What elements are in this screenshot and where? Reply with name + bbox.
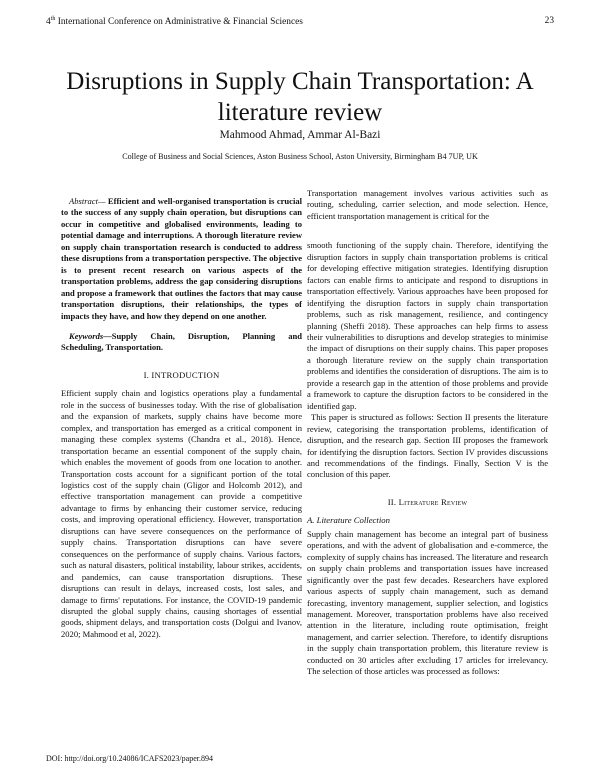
abstract-text: Efficient and well-organised transportation is crucial to the success of any supply chain operation, but disruptions can occur in competitive and globalised environments, leading to potential damage and interruptions. A thorough literature review on supply chain transportation research is conducted to address these disruptions from a transportation perspective. The objective is to present recent research on various aspects of the transportation problems, address the gap considering disruptions and propose a framework that outlines the factors that may cause transportation disruptions, their relationships, the types of impacts they have, and how they depend on one another. [61,196,302,321]
keywords [61,331,302,354]
right-paragraph-1: Transportation management involves various activities such as routing, scheduling, carrier selection, and mode selection. Hence, efficient transportation management is critical for the [307,188,548,221]
column-gap [307,222,548,240]
doi-footer: DOI: http://doi.org/10.24086/ICAFS2023/paper.894 [46,754,213,763]
section-numeral: II. [387,496,399,507]
conference-name [46,16,303,27]
introduction-paragraph: Efficient supply chain and logistics operations play a fundamental role in the success of businesses today. With the rise of globalisation and the expansion of markets, supply chains have become more complex, and transportation has emerged as a critical component in managing these complex systems (Chandra et al., 2018). Hence, transportation became an essential component of the supply chain, which enables the movement of goods from one location to another. Transportation costs account for a significant portion of the total logistics cost of the supply chain (Gligor and Holcomb 2012), and effective transportation management can provide a competitive advantage to firms by enhancing their customer service, reducing costs, and improving operational efficiency. However, transportation disruptions can have severe consequences on the performance of supply chains. Transportation disruptions can have severe consequences on the performance of supply chains. Various factors, such as natural disasters, political instability, labour strikes, accidents, and pandemics, can cause transportation disruptions. These disruptions can result in delays, increased costs, lost sales, and damage to firms' reputations. For instance, the COVID-19 pandemic disrupted the global supply chains, causing shortages of essential goods, shipment delays, and transportation costs (Dolgui and Ivanov, 2020; Mahmood et al, 2022). [61,388,302,639]
keywords-label: Keywords— [69,330,112,341]
keywords-text: Supply Chain, Disruption, Planning and Scheduling, Transportation. [61,330,302,353]
abstract [61,188,302,322]
author-affiliation: College of Business and Social Sciences, Aston Business School, Aston University, Birmingham B4 7UP, UK [122,152,478,161]
paper-title: Disruptions in Supply Chain Transportation: A literature review [66,68,534,126]
subsection-heading: A. Literature Collection [307,515,390,526]
conference-ordinal: 4 [46,17,51,28]
section-heading-introduction: I. INTRODUCTION [143,369,220,380]
section-heading-literature-review [307,497,548,508]
section-title: Literature Review [398,496,468,507]
literature-paragraph: Supply chain management has become an integral part of business operations, and with the advent of globalisation and e-commerce, the complexity of supply chains has increased. The literature and research on supply chain problems and transportation issues have increased significantly over the past few decades. Researchers have explored various aspects of supply chain management, such as demand forecasting, inventory management, supplier selection, and logistics management. Moreover, transportation problems have also received attention in the literature, including route optimisation, freight management, and carrier selection. Therefore, to identify disruptions in the supply chain transportation problem, this literature review is conducted on 30 articles after excluding 17 articles for irrelevancy. The selection of those articles was processed as follows: [307,528,548,677]
conference-ordinal-suffix: th [50,16,56,22]
right-paragraph-3: This paper is structured as follows: Section II presents the literature review, categorising the transportation problems, identification of disruption, and the research gap. Section III proposes the framework for identifying the disruption factors. Section IV provides discussions and recommendations of the findings. Finally, Section V is the conclusion of this paper. [307,412,548,480]
conference-title: International Conference on Administrative & Financial Sciences [55,17,303,28]
paper-authors: Mahmood Ahmad, Ammar Al-Bazi [219,129,381,141]
right-paragraph-2: smooth functioning of the supply chain. Therefore, identifying the disruption factors in supply chain transportation problems is critical for developing effective mitigation strategies. Identifying disruption factors can enable firms to anticipate and respond to disruptions in transportation effectively. Various approaches have been proposed for identifying the disruption factors in supply chain transportation problems, such as risk management, resilience, and contingency planning (Sheffi 2018). These approaches can help firms to assess their vulnerabilities to disruptions and develop strategies to minimise the impact of disruptions on their supply chains. This paper proposes a thorough literature review on the supply chain transportation problems and identifies the consideration of disruptions. The aim is to provide a research gap in the attention of those problems and provide a framework to capture the disruption factors to be considered in the identified gap. [307,240,548,411]
abstract-label: Abstract— [69,196,106,206]
left-column [61,188,302,640]
right-column [307,188,548,678]
page-number: 23 [544,16,554,26]
